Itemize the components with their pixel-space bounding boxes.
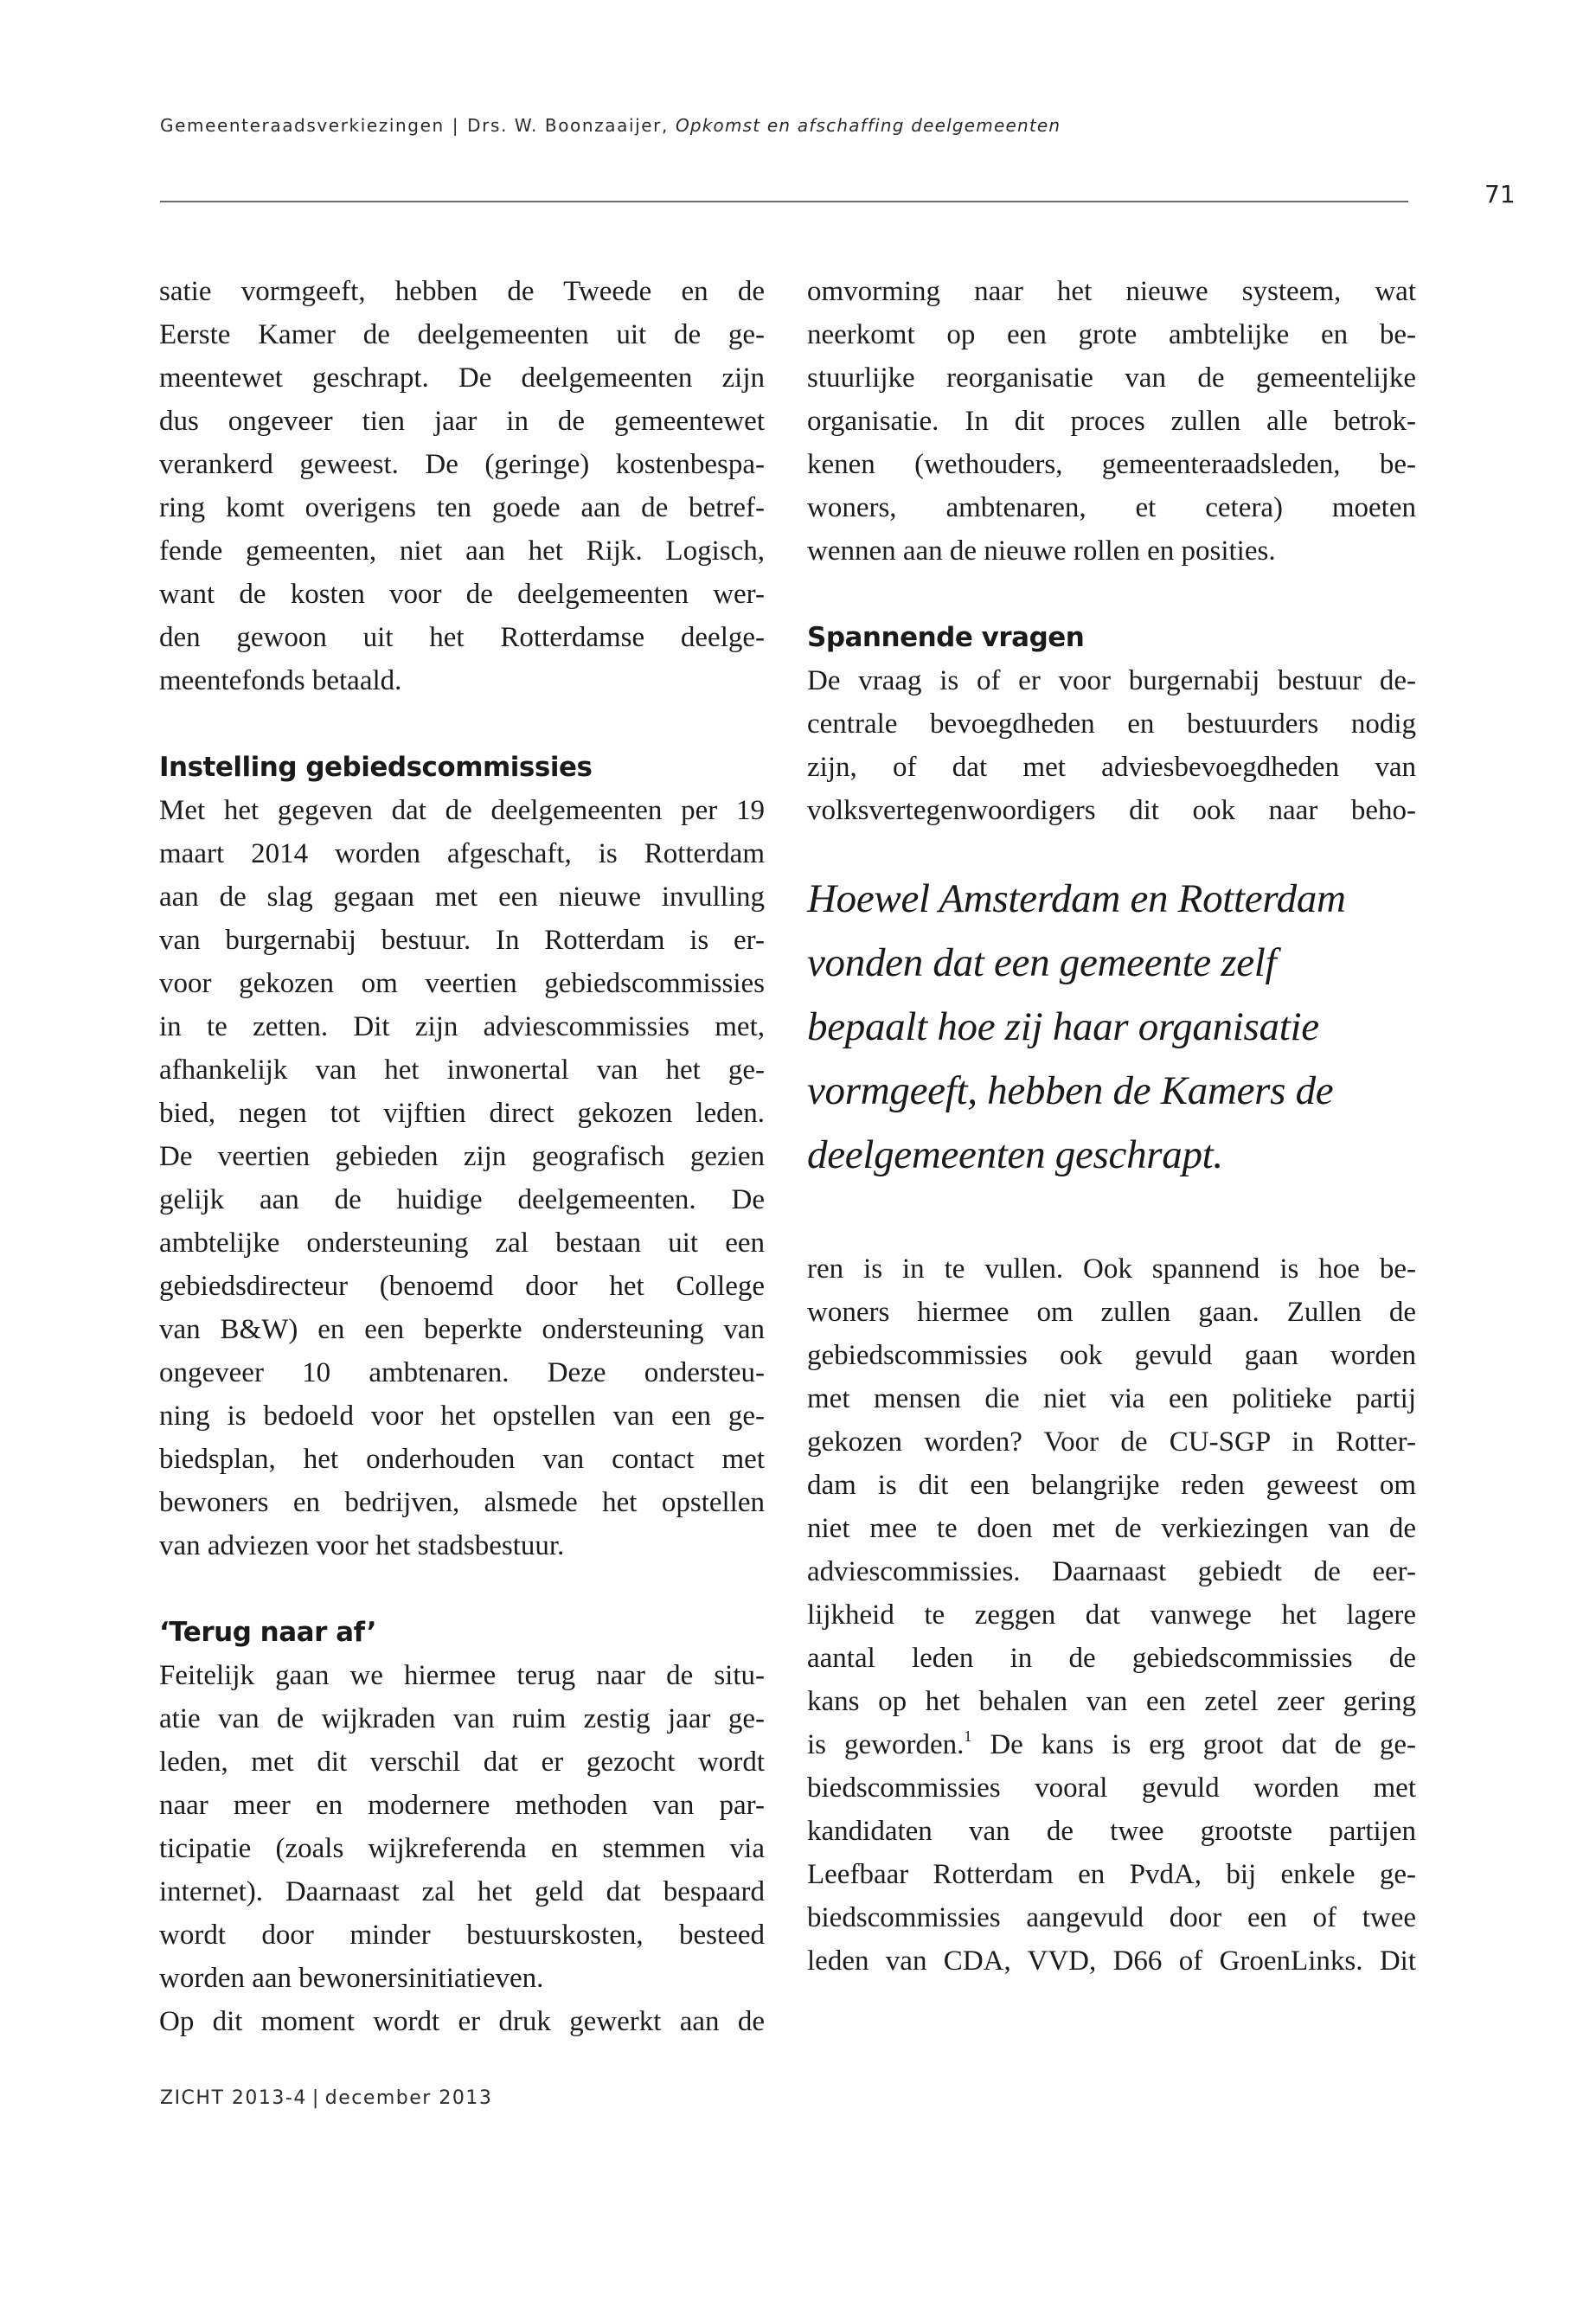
text-line: biedscommissies vooral gevuld worden met: [807, 1772, 1416, 1804]
text-line: De vraag is of er voor burgernabij bestuur de-: [807, 665, 1416, 696]
text-line: biedsplan, het onderhouden van contact met: [159, 1444, 765, 1475]
text-line: gebiedsdirecteur (benoemd door het College: [159, 1271, 765, 1302]
text-line: leden, met dit verschil dat er gezocht wordt: [159, 1747, 765, 1778]
header-author: Drs. W. Boonzaaijer,: [467, 115, 669, 136]
text-line: aan de slag gegaan met een nieuwe invulling: [159, 881, 765, 913]
header-section: Gemeenteraadsverkiezingen: [160, 115, 445, 136]
text-line: worden aan bewonersinitiatieven.: [159, 1963, 544, 1994]
text-line: wennen aan de nieuwe rollen en posities.: [807, 535, 1276, 567]
text-line: gekozen worden? Voor de CU-SGP in Rotter-: [807, 1426, 1416, 1458]
text-line: den gewoon uit het Rotterdamse deelge-: [159, 622, 765, 653]
header-article-title: Opkomst en afschaffing deelgemeenten: [675, 115, 1061, 136]
text-line: ambtelijke ondersteuning zal bestaan uit een: [159, 1227, 765, 1259]
footer-separator: |: [311, 2087, 320, 2109]
right-column: [807, 270, 1416, 1983]
text-line: internet). Daarnaast zal het geld dat bespaard: [159, 1876, 765, 1907]
paragraph-gap: [807, 573, 1416, 616]
text-line: met mensen die niet via een politieke partij: [807, 1383, 1416, 1414]
text-line: bewoners en bedrijven, alsmede het opstellen: [159, 1487, 765, 1518]
text-fragment: De kans is erg groot dat de ge-: [971, 1729, 1416, 1760]
text-line: zijn, of dat met adviesbevoegdheden van: [807, 752, 1416, 783]
text-line: omvorming naar het nieuwe systeem, wat: [807, 276, 1416, 307]
paragraph: [807, 659, 1416, 832]
text-line: meentewet geschrapt. De deelgemeenten zijn: [159, 362, 765, 394]
footer-journal: ZICHT 2013-4: [160, 2087, 307, 2109]
page-number: 71: [1484, 180, 1516, 208]
text-line: want de kosten voor de deelgemeenten wer-: [159, 579, 765, 610]
left-column: [159, 270, 765, 2043]
pull-quote-line: bepaalt hoe zij haar organisatie: [807, 1004, 1319, 1049]
text-line: adviescommissies. Daarnaast gebiedt de eer-: [807, 1556, 1416, 1587]
text-line: De veertien gebieden zijn geografisch gezien: [159, 1141, 765, 1172]
text-line: dam is dit een belangrijke reden geweest om: [807, 1470, 1416, 1501]
text-line: satie vormgeeft, hebben de Tweede en de: [159, 276, 765, 307]
pull-quote-line: deelgemeenten geschrapt.: [807, 1132, 1223, 1177]
text-line: verankerd geweest. De (geringe) kostenbespa-: [159, 449, 765, 480]
text-line: naar meer en modernere methoden van par-: [159, 1790, 765, 1821]
text-line: woners, ambtenaren, et cetera) moeten: [807, 492, 1416, 523]
text-line: gebiedscommissies ook gevuld gaan worden: [807, 1340, 1416, 1371]
text-line: van burgernabij bestuur. In Rotterdam is er-: [159, 925, 765, 956]
footer-date: december 2013: [324, 2087, 493, 2109]
text-line: dus ongeveer tien jaar in de gemeentewet: [159, 406, 765, 437]
text-line: maart 2014 worden afgeschaft, is Rotterdam: [159, 838, 765, 869]
paragraph: [159, 270, 765, 702]
pull-quote: [807, 867, 1416, 1187]
text-line: ren is in te vullen. Ook spannend is hoe be-: [807, 1253, 1416, 1285]
pull-quote-line: vonden dat een gemeente zelf: [807, 940, 1277, 985]
header-separator: |: [452, 115, 460, 136]
text-line: atie van de wijkraden van ruim zestig jaar ge-: [159, 1703, 765, 1734]
text-line: Leefbaar Rotterdam en PvdA, bij enkele ge-: [807, 1859, 1416, 1890]
text-line: ongeveer 10 ambtenaren. Deze ondersteu-: [159, 1357, 765, 1388]
text-line: centrale bevoegdheden en bestuurders nodig: [807, 708, 1416, 740]
header-rule: [160, 201, 1408, 202]
paragraph: [807, 270, 1416, 573]
text-line: Eerste Kamer de deelgemeenten uit de ge-: [159, 319, 765, 350]
text-line: afhankelijk van het inwonertal van het ge-: [159, 1054, 765, 1086]
text-line: ning is bedoeld voor het opstellen van een ge-: [159, 1400, 765, 1432]
text-line: wordt door minder bestuurskosten, besteed: [159, 1920, 765, 1951]
text-line: meentefonds betaald.: [159, 665, 402, 696]
text-line-with-footnote: [807, 1723, 1416, 1766]
section-heading-instelling-gebiedscommissies: Instelling gebiedscommissies: [159, 752, 593, 783]
text-line: ticipatie (zoals wijkreferenda en stemmen via: [159, 1833, 765, 1864]
text-line: kandidaten van de twee grootste partijen: [807, 1816, 1416, 1847]
paragraph: [807, 1247, 1416, 1983]
text-line: van B&W) en een beperkte ondersteuning van: [159, 1314, 765, 1345]
text-line: van adviezen voor het stadsbestuur.: [159, 1530, 565, 1561]
paragraph: [159, 789, 765, 1567]
paragraph: [159, 2000, 765, 2043]
paragraph: [159, 1654, 765, 2000]
text-fragment: is geworden.: [807, 1729, 965, 1760]
text-line: organisatie. In dit proces zullen alle betrok-: [807, 406, 1416, 437]
text-line: lijkheid te zeggen dat vanwege het lagere: [807, 1599, 1416, 1631]
text-line: Feitelijk gaan we hiermee terug naar de situ-: [159, 1660, 765, 1691]
text-line: aantal leden in de gebiedscommissies de: [807, 1643, 1416, 1674]
text-line: leden van CDA, VVD, D66 of GroenLinks. Dit: [807, 1945, 1416, 1977]
text-line: fende gemeenten, niet aan het Rijk. Logisch,: [159, 535, 765, 567]
text-line: woners hiermee om zullen gaan. Zullen de: [807, 1297, 1416, 1328]
text-line: bied, negen tot vijftien direct gekozen leden.: [159, 1098, 765, 1129]
paragraph-gap: [159, 702, 765, 746]
pull-quote-line: Hoewel Amsterdam en Rotterdam: [807, 876, 1346, 921]
paragraph-gap: [159, 1567, 765, 1611]
pull-quote-line: vormgeeft, hebben de Kamers de: [807, 1068, 1334, 1113]
text-line: kans op het behalen van een zetel zeer gering: [807, 1686, 1416, 1717]
text-line: kenen (wethouders, gemeenteraadsleden, be-: [807, 449, 1416, 480]
page-footer: [160, 2087, 492, 2109]
text-line: niet mee te doen met de verkiezingen van de: [807, 1513, 1416, 1544]
text-line: in te zetten. Dit zijn adviescommissies met,: [159, 1011, 765, 1042]
running-header: [160, 115, 1061, 136]
text-line: volksvertegenwoordigers dit ook naar beho-: [807, 795, 1416, 826]
text-line: Met het gegeven dat de deelgemeenten per 19: [159, 795, 765, 826]
text-line: voor gekozen om veertien gebiedscommissies: [159, 968, 765, 999]
text-line: stuurlijke reorganisatie van de gemeentelijke: [807, 362, 1416, 394]
text-line: Op dit moment wordt er druk gewerkt aan de: [159, 2006, 765, 2037]
text-line: neerkomt op een grote ambtelijke en be-: [807, 319, 1416, 350]
text-line: ring komt overigens ten goede aan de betref-: [159, 492, 765, 523]
text-line: biedscommissies aangevuld door een of twee: [807, 1902, 1416, 1933]
text-line: gelijk aan de huidige deelgemeenten. De: [159, 1184, 765, 1215]
footnote-marker[interactable]: 1: [964, 1727, 972, 1745]
section-heading-terug-naar-af: ‘Terug naar af’: [159, 1617, 376, 1648]
section-heading-spannende-vragen: Spannende vragen: [807, 622, 1085, 653]
